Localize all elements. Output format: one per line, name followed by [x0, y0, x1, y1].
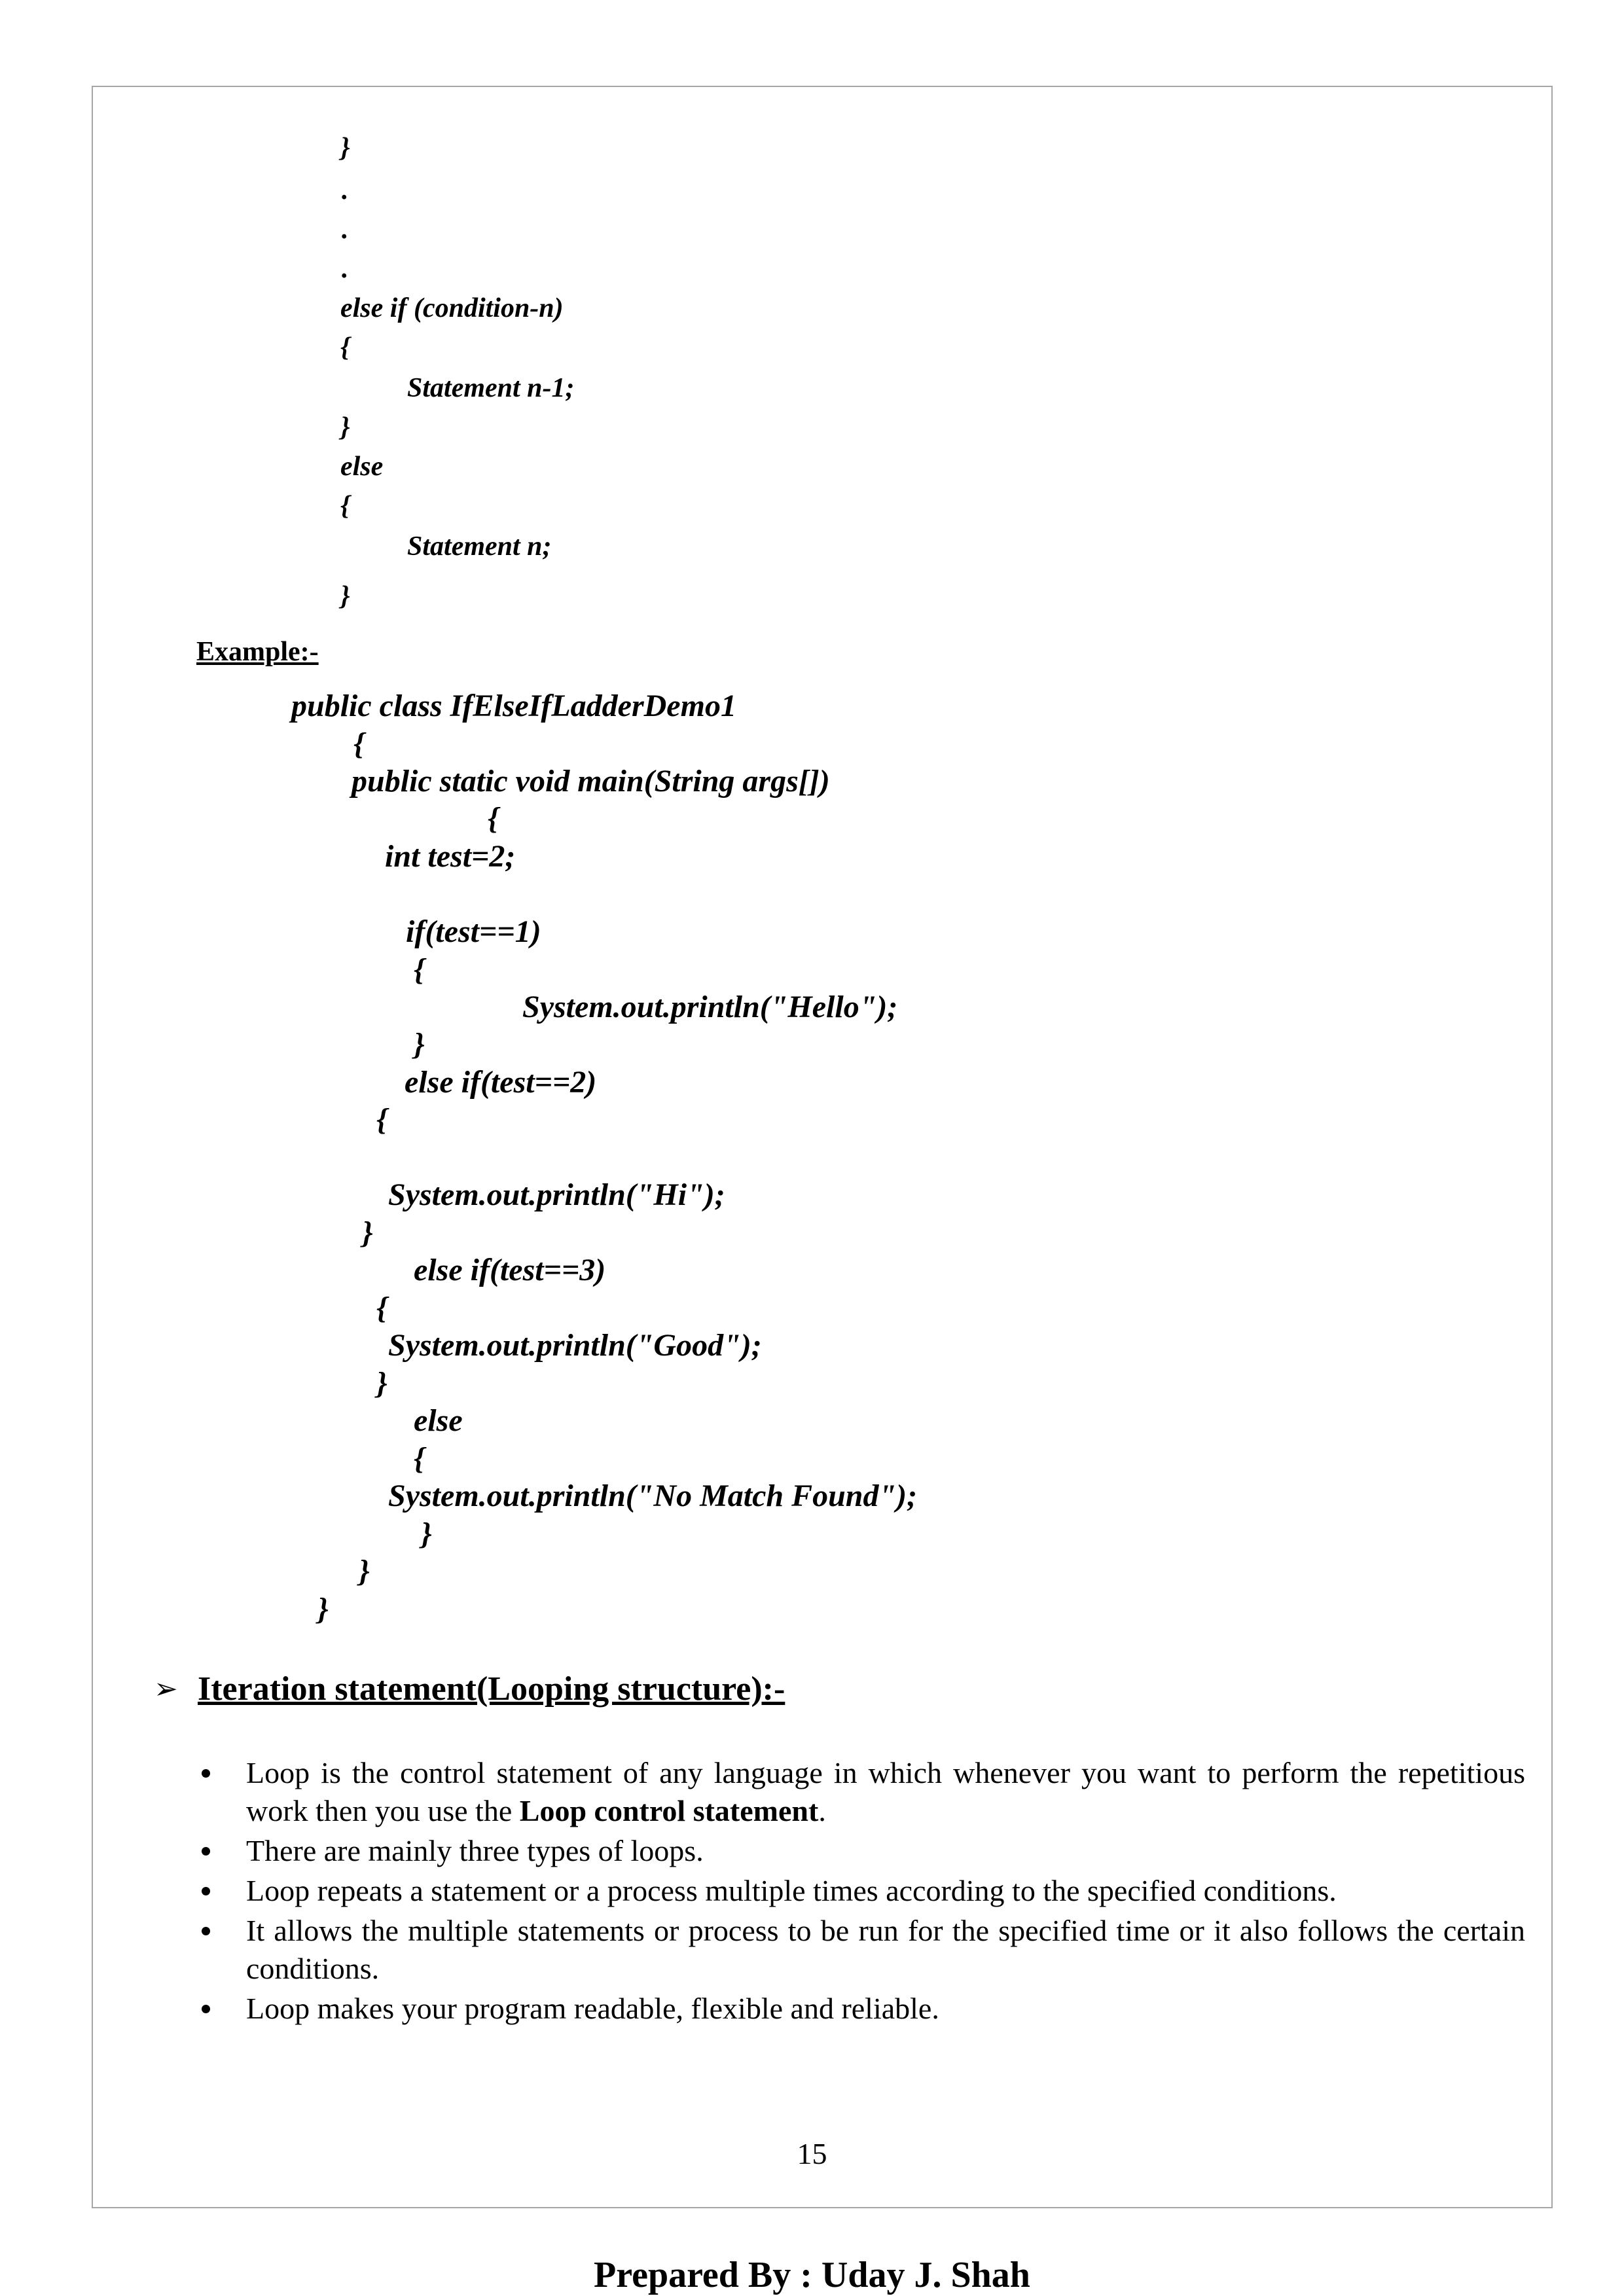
- syntax-line: Statement n;: [407, 531, 552, 562]
- syntax-line: {: [340, 332, 350, 363]
- list-item: [196, 1832, 1525, 1870]
- footer-author: Prepared By : Uday J. Shah: [594, 2255, 1030, 2295]
- code-line: else if(test==3): [414, 1253, 606, 1287]
- code-line: int test=2;: [385, 839, 516, 874]
- code-line: public static void main(String args[]): [352, 764, 830, 798]
- code-line: if(test==1): [406, 914, 541, 949]
- syntax-line: .: [342, 215, 349, 245]
- syntax-line: {: [340, 491, 350, 521]
- list-item: [196, 1872, 1525, 1910]
- code-line: {: [376, 1102, 388, 1137]
- list-item: [196, 1754, 1525, 1830]
- code-line: {: [414, 1441, 425, 1476]
- code-line: else: [414, 1403, 463, 1438]
- bullet-list: [196, 1754, 1525, 2030]
- list-item: [196, 1912, 1525, 1988]
- code-line: System.out.println("Hello");: [522, 990, 898, 1024]
- code-line: public class IfElseIfLadderDemo1: [291, 689, 736, 723]
- arrow-bullet-icon: ➢: [154, 1673, 178, 1705]
- code-line: }: [421, 1516, 432, 1551]
- syntax-line: Statement n-1;: [407, 373, 575, 403]
- list-item-text: Loop repeats a statement or a process multiple times according to the specified conditions.: [246, 1874, 1337, 1907]
- list-item-text: Loop is the control statement of any language in which whenever you want to perform the repetitious work then you use the Loop control statement.: [246, 1756, 1525, 1827]
- code-line: System.out.println("Good");: [388, 1328, 762, 1363]
- syntax-line: }: [340, 412, 350, 442]
- list-item: [196, 1990, 1525, 2028]
- code-line: }: [362, 1215, 373, 1250]
- bullet-dot-icon: [202, 1847, 210, 1856]
- syntax-line: else if (condition-n): [340, 293, 564, 323]
- code-line: System.out.println("Hi");: [388, 1177, 725, 1212]
- code-line: }: [414, 1027, 425, 1062]
- syntax-line: .: [342, 175, 349, 206]
- bullet-dot-icon: [202, 1769, 210, 1778]
- list-item-text: It allows the multiple statements or process to be run for the specified time or it also follows the certain conditions.: [246, 1914, 1525, 1985]
- code-line: System.out.println("No Match Found");: [388, 1479, 918, 1513]
- list-item-text: There are mainly three types of loops.: [246, 1834, 704, 1867]
- code-line: {: [353, 726, 365, 761]
- code-line: else if(test==2): [405, 1065, 597, 1100]
- bullet-dot-icon: [202, 2005, 210, 2013]
- code-line: }: [359, 1554, 370, 1588]
- bullet-dot-icon: [202, 1887, 210, 1895]
- code-line: }: [317, 1592, 329, 1626]
- code-line: {: [488, 801, 499, 836]
- example-label: Example:-: [196, 637, 319, 667]
- section-title: Iteration statement(Looping structure):-: [198, 1670, 785, 1708]
- syntax-line: }: [340, 133, 350, 163]
- list-item-text: Loop makes your program readable, flexible and reliable.: [246, 1992, 939, 2025]
- code-line: {: [414, 952, 425, 987]
- page-number: 15: [797, 2137, 827, 2170]
- bullet-dot-icon: [202, 1927, 210, 1935]
- syntax-line: else: [340, 452, 384, 482]
- syntax-line: .: [342, 254, 349, 284]
- syntax-line: }: [340, 581, 350, 611]
- code-line: }: [376, 1366, 388, 1401]
- code-line: {: [376, 1291, 388, 1325]
